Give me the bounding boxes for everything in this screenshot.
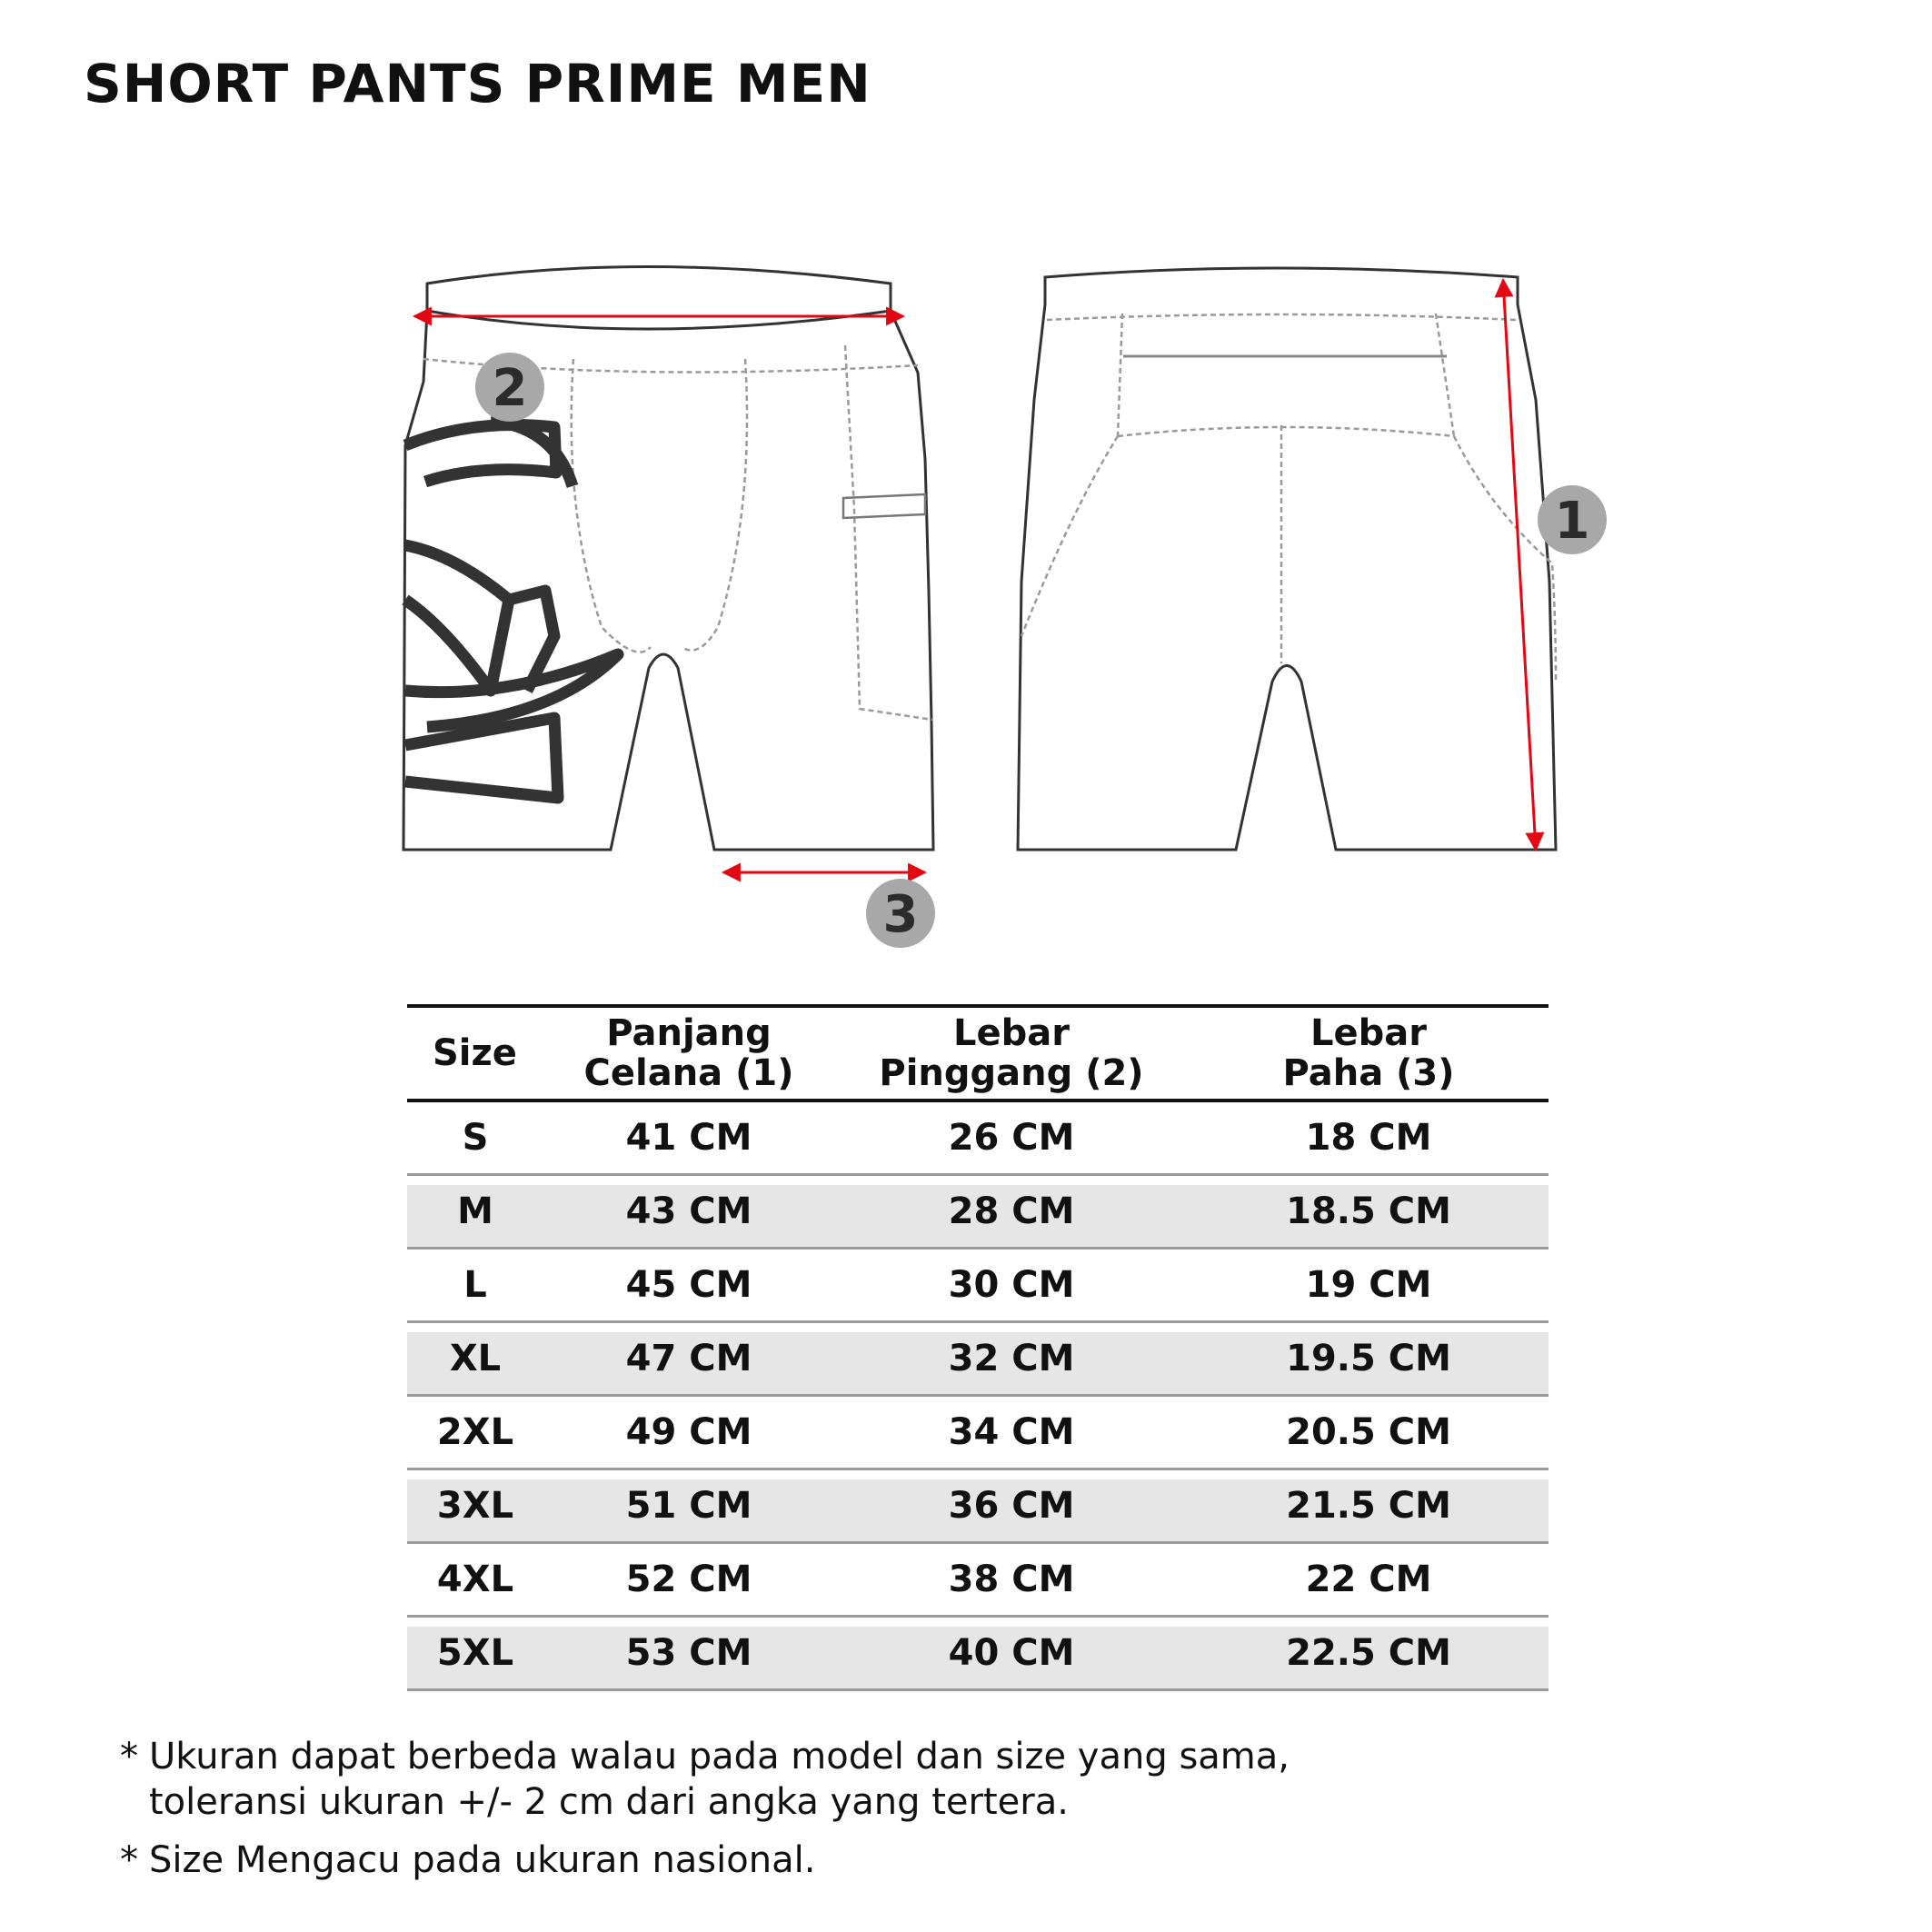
- cell-size: XL: [407, 1322, 543, 1396]
- shorts-diagram: [0, 0, 1932, 963]
- cell-thigh: 20.5 CM: [1189, 1396, 1549, 1469]
- table-row: [407, 1175, 1549, 1249]
- table-row: [407, 1100, 1549, 1175]
- footnote-line: toleransi ukuran +/- 2 cm dari angka yang tertera.: [149, 1781, 1069, 1823]
- header-waist: Lebar Pinggang (2): [834, 1006, 1189, 1100]
- cell-size: 2XL: [407, 1396, 543, 1469]
- marker-3: [866, 879, 935, 948]
- header-length: Panjang Celana (1): [543, 1006, 834, 1100]
- footnote-marker: *: [120, 1736, 138, 1778]
- cell-length: 47 CM: [543, 1322, 834, 1396]
- cell-thigh: 18.5 CM: [1189, 1175, 1549, 1249]
- cell-thigh: 22.5 CM: [1189, 1617, 1549, 1690]
- length-arrow: [1503, 280, 1536, 850]
- cell-length: 53 CM: [543, 1617, 834, 1690]
- cell-size: 4XL: [407, 1543, 543, 1617]
- cell-size: M: [407, 1175, 543, 1249]
- back-view: [1018, 268, 1556, 850]
- cell-length: 51 CM: [543, 1469, 834, 1543]
- footnotes: [120, 1734, 1290, 1896]
- cell-thigh: 19.5 CM: [1189, 1322, 1549, 1396]
- cell-thigh: 18 CM: [1189, 1100, 1549, 1175]
- page-title: SHORT PANTS PRIME MEN: [84, 53, 871, 115]
- table-header-row: [407, 1006, 1549, 1100]
- marker-label: 2: [492, 359, 528, 418]
- cell-waist: 28 CM: [834, 1175, 1189, 1249]
- footnote-line: Size Mengacu pada ukuran nasional.: [149, 1839, 816, 1881]
- pocket-flap: [843, 494, 925, 518]
- cell-waist: 40 CM: [834, 1617, 1189, 1690]
- cell-size: 3XL: [407, 1469, 543, 1543]
- cell-thigh: 22 CM: [1189, 1543, 1549, 1617]
- back-stitching: [1021, 314, 1556, 682]
- table-row: [407, 1469, 1549, 1543]
- cell-size: L: [407, 1249, 543, 1322]
- footnote-marker: *: [120, 1839, 138, 1881]
- marker-label: 1: [1554, 492, 1590, 551]
- cell-length: 41 CM: [543, 1100, 834, 1175]
- cell-waist: 36 CM: [834, 1469, 1189, 1543]
- size-chart-table: [407, 1004, 1549, 1691]
- cell-waist: 32 CM: [834, 1322, 1189, 1396]
- cell-waist: 30 CM: [834, 1249, 1189, 1322]
- table-row: [407, 1322, 1549, 1396]
- header-size: Size: [407, 1006, 543, 1100]
- cell-thigh: 19 CM: [1189, 1249, 1549, 1322]
- cell-length: 45 CM: [543, 1249, 834, 1322]
- cell-thigh: 21.5 CM: [1189, 1469, 1549, 1543]
- table-row: [407, 1249, 1549, 1322]
- cell-length: 43 CM: [543, 1175, 834, 1249]
- cell-waist: 38 CM: [834, 1543, 1189, 1617]
- marker-2: [475, 353, 544, 422]
- cell-length: 49 CM: [543, 1396, 834, 1469]
- table-row: [407, 1396, 1549, 1469]
- footnote-national-size: [120, 1837, 1290, 1883]
- marker-1: [1538, 485, 1607, 554]
- front-outline: [403, 267, 933, 851]
- table-row: [407, 1617, 1549, 1690]
- cell-length: 52 CM: [543, 1543, 834, 1617]
- header-thigh: Lebar Paha (3): [1189, 1006, 1549, 1100]
- cell-size: S: [407, 1100, 543, 1175]
- cell-waist: 34 CM: [834, 1396, 1189, 1469]
- logo-graphic: [405, 421, 618, 798]
- footnote-tolerance: [120, 1734, 1290, 1825]
- table-row: [407, 1543, 1549, 1617]
- marker-label: 3: [882, 885, 919, 944]
- cell-waist: 26 CM: [834, 1100, 1189, 1175]
- footnote-line: Ukuran dapat berbeda walau pada model dan size yang sama,: [149, 1736, 1290, 1778]
- front-view: [403, 267, 933, 873]
- cell-size: 5XL: [407, 1617, 543, 1690]
